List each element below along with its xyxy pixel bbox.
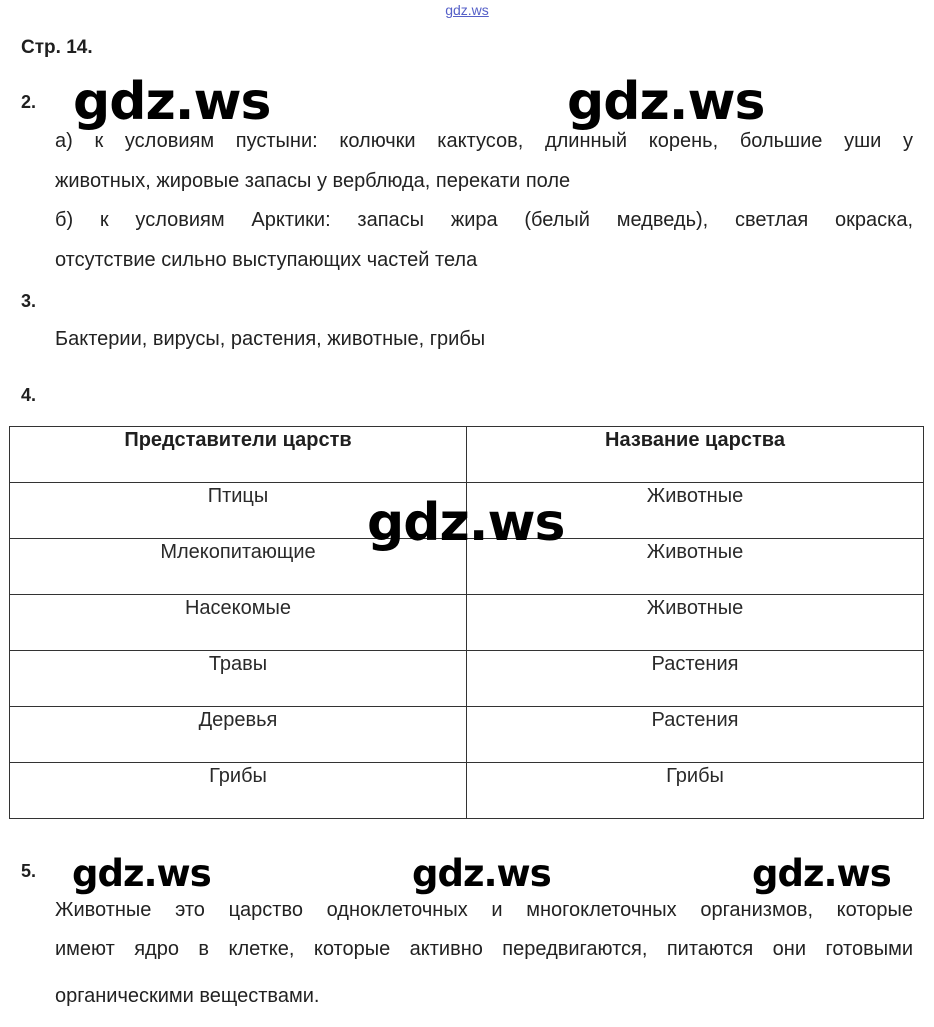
table-row — [10, 763, 924, 819]
task-2-line-b1: б) к условиям Арктики: запасы жира (белый медведь), светлая окраска, — [55, 209, 913, 231]
table-cell: Грибы — [10, 763, 467, 819]
task-2-line-a1: а) к условиям пустыни: колючки кактусов, длинный корень, большие уши у — [55, 130, 913, 152]
table-cell: Животные — [467, 595, 924, 651]
table-cell: Животные — [467, 539, 924, 595]
table-cell: Растения — [467, 651, 924, 707]
table-cell: Насекомые — [10, 595, 467, 651]
task-5-number: 5. — [21, 861, 37, 881]
task-5-line-3: органическими веществами. — [55, 985, 320, 1007]
table-header-cell: Название царства — [467, 427, 924, 483]
task-5-line-1: Животные это царство одноклеточных и многоклеточных организмов, которые — [55, 899, 913, 921]
table-cell: Растения — [467, 707, 924, 763]
task-2-line-a2: животных, жировые запасы у верблюда, перекати поле — [55, 170, 571, 192]
watermark: gdz.ws — [72, 852, 211, 895]
table-cell: Грибы — [467, 763, 924, 819]
kingdoms-table — [9, 426, 924, 819]
task-3-number: 3. — [21, 291, 37, 311]
table-cell: Млекопитающие — [10, 539, 467, 595]
page-label: Стр. 14. — [21, 37, 93, 58]
task-4-number: 4. — [21, 385, 37, 405]
table-row — [10, 707, 924, 763]
table-header-row — [10, 427, 924, 483]
table-cell: Травы — [10, 651, 467, 707]
watermark: gdz.ws — [752, 852, 891, 895]
watermark: gdz.ws — [567, 72, 765, 132]
watermark: gdz.ws — [367, 493, 565, 553]
table-cell: Птицы — [10, 483, 467, 539]
watermark: gdz.ws — [412, 852, 551, 895]
table-cell: Деревья — [10, 707, 467, 763]
table-cell: Животные — [467, 483, 924, 539]
task-2-number: 2. — [21, 92, 37, 112]
task-5-line-2: имеют ядро в клетке, которые активно передвигаются, питаются они готовыми — [55, 938, 913, 960]
table-header-cell: Представители царств — [10, 427, 467, 483]
watermark: gdz.ws — [73, 72, 271, 132]
table-row — [10, 595, 924, 651]
top-site-link[interactable]: gdz.ws — [445, 2, 489, 18]
table-row — [10, 651, 924, 707]
task-2-line-b2: отсутствие сильно выступающих частей тела — [55, 249, 478, 271]
task-3-text: Бактерии, вирусы, растения, животные, грибы — [55, 328, 486, 350]
